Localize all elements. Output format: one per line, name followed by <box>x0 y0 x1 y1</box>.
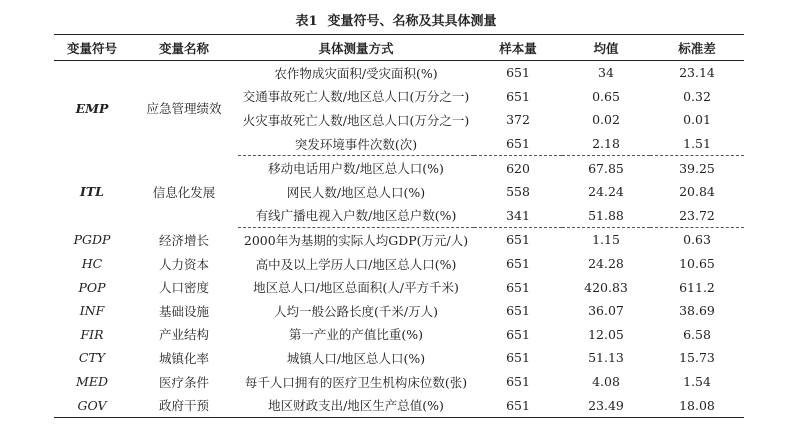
variable-symbol: MED <box>76 374 108 390</box>
measure-cell: 每千人口拥有的医疗卫生机构床位数(张) <box>244 374 468 390</box>
std-cell: 0.32 <box>683 88 711 104</box>
group-emp <box>54 61 744 156</box>
measure-cell: 农作物成灾面积/受灾面积(%) <box>274 65 438 81</box>
std-cell: 611.2 <box>679 279 715 295</box>
measure-cell: 2000年为基期的实际人均GDP(万元/人) <box>243 232 469 248</box>
variable-name: 基础设施 <box>158 303 209 319</box>
std-cell: 20.84 <box>679 184 715 200</box>
table-row <box>54 370 744 394</box>
table-title: 变量符号、名称及其具体测量 <box>327 14 497 29</box>
header-sample-size: 样本量 <box>474 35 562 61</box>
measure-cell: 高中及以上学历人口/地区总人口(%) <box>255 256 457 272</box>
measure-cell: 有线广播电视入户数/地区总户数(%) <box>238 204 474 228</box>
sample-size-cell: 651 <box>506 232 530 248</box>
std-cell: 10.65 <box>679 256 715 272</box>
table-row <box>54 393 744 417</box>
sample-size-cell: 651 <box>474 393 562 417</box>
variable-name: 城镇化率 <box>158 350 209 366</box>
std-cell: 18.08 <box>650 393 744 417</box>
sample-size-cell: 651 <box>474 132 562 156</box>
table-row <box>54 228 744 252</box>
std-cell: 0.01 <box>683 112 711 128</box>
table-row <box>54 156 744 180</box>
mean-cell: 4.08 <box>592 374 620 390</box>
mean-cell: 51.88 <box>562 204 650 228</box>
measure-cell: 突发环境事件次数(次) <box>238 132 474 156</box>
table-caption <box>0 10 792 29</box>
measure-cell: 城镇人口/地区总人口(%) <box>286 350 426 366</box>
measure-cell: 移动电话用户数/地区总人口(%) <box>268 161 444 177</box>
group-controls <box>54 228 744 418</box>
sample-size-cell: 651 <box>506 303 530 319</box>
table-row <box>54 61 744 85</box>
mean-cell: 12.05 <box>588 326 624 342</box>
variable-name: 人口密度 <box>158 280 209 296</box>
header-name: 变量名称 <box>130 35 238 61</box>
mean-cell: 51.13 <box>588 350 624 366</box>
table-row <box>54 346 744 370</box>
header-mean: 均值 <box>562 35 650 61</box>
mean-cell: 34 <box>598 65 614 81</box>
group-itl <box>54 156 744 228</box>
variable-symbol: EMP <box>75 100 109 116</box>
mean-cell: 0.65 <box>592 88 620 104</box>
std-cell: 6.58 <box>683 326 711 342</box>
sample-size-cell: 651 <box>506 65 530 81</box>
variable-symbol: INF <box>79 303 105 319</box>
sample-size-cell: 651 <box>506 350 530 366</box>
std-cell: 23.14 <box>679 65 715 81</box>
sample-size-cell: 651 <box>506 256 530 272</box>
std-cell: 23.72 <box>650 204 744 228</box>
variable-symbol: POP <box>78 279 106 295</box>
measure-cell: 人均一般公路长度(千米/万人) <box>274 303 438 319</box>
variable-symbol: FIR <box>80 326 104 342</box>
header-row <box>54 35 744 61</box>
variable-name: 信息化发展 <box>152 184 216 200</box>
std-cell: 0.63 <box>683 232 711 248</box>
sample-size-cell: 651 <box>506 88 530 104</box>
sample-size-cell: 651 <box>506 279 530 295</box>
measure-cell: 火灾事故死亡人数/地区总人口(万分之一) <box>242 112 470 128</box>
variable-name: 政府干预 <box>130 393 238 417</box>
table-number: 表1 <box>295 14 318 29</box>
sample-size-cell: 620 <box>506 160 530 176</box>
table-row <box>54 252 744 276</box>
measure-cell: 网民人数/地区总人口(%) <box>286 184 426 200</box>
mean-cell: 24.28 <box>588 256 624 272</box>
sample-size-cell: 651 <box>506 374 530 390</box>
variables-table <box>54 34 744 418</box>
header-measure: 具体测量方式 <box>238 35 474 61</box>
mean-cell: 67.85 <box>588 160 624 176</box>
measure-cell: 第一产业的产值比重(%) <box>288 327 424 343</box>
variable-name: 产业结构 <box>158 327 209 343</box>
mean-cell: 23.49 <box>562 393 650 417</box>
mean-cell: 36.07 <box>588 303 624 319</box>
measure-cell: 交通事故死亡人数/地区总人口(万分之一) <box>242 89 470 105</box>
mean-cell: 2.18 <box>562 132 650 156</box>
sample-size-cell: 558 <box>506 184 530 200</box>
variable-symbol: GOV <box>54 393 130 417</box>
std-cell: 39.25 <box>679 160 715 176</box>
variable-name: 经济增长 <box>158 232 209 248</box>
mean-cell: 24.24 <box>588 184 624 200</box>
variable-name: 医疗条件 <box>158 374 209 390</box>
std-cell: 1.51 <box>650 132 744 156</box>
header-std: 标准差 <box>650 35 744 61</box>
variable-name: 应急管理绩效 <box>146 101 222 117</box>
std-cell: 1.54 <box>683 374 711 390</box>
table-row <box>54 299 744 323</box>
measure-cell: 地区财政支出/地区生产总值(%) <box>238 393 474 417</box>
variable-symbol: PGDP <box>73 232 111 248</box>
sample-size-cell: 341 <box>474 204 562 228</box>
measure-cell: 地区总人口/地区总面积(人/平方千米) <box>253 280 459 296</box>
header-symbol: 变量符号 <box>54 35 130 61</box>
mean-cell: 1.15 <box>592 232 620 248</box>
variable-name: 人力资本 <box>158 256 209 272</box>
variable-symbol: CTY <box>78 350 106 366</box>
variable-symbol: ITL <box>80 184 104 200</box>
std-cell: 38.69 <box>679 303 715 319</box>
table-row <box>54 323 744 347</box>
std-cell: 15.73 <box>679 350 715 366</box>
mean-cell: 420.83 <box>584 279 628 295</box>
sample-size-cell: 651 <box>506 326 530 342</box>
sample-size-cell: 372 <box>506 112 530 128</box>
table-row <box>54 275 744 299</box>
variable-symbol: HC <box>81 256 103 272</box>
mean-cell: 0.02 <box>592 112 620 128</box>
